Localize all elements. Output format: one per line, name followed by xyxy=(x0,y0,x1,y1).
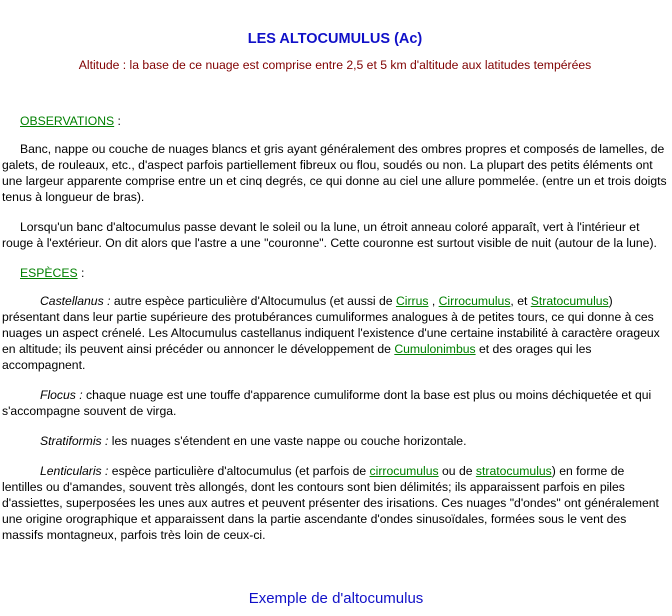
lenticularis-text-2: ) en forme de lentilles ou d'amandes, souvent très allongés, dont les contours sont bien délimités; ils apparaissent parfois en piles d'assiettes, superposées les unes aux autres et peuvent présenter des irisations. Ces nuages "d'ondes" ont généralement une origine orographique et apparaissent dans la partie ascendante d'ondes sinusoïdales, formées sous le vent des massifs montagneux, parfois très loin de ceux-ci. xyxy=(2,464,659,542)
stratiformis-paragraph xyxy=(2,433,668,449)
floccus-term: Flocus : xyxy=(40,388,83,402)
cirrus-link[interactable]: Cirrus xyxy=(395,294,429,308)
lenticularis-sep: ou de xyxy=(438,464,476,478)
observations-paragraph-2: Lorsqu'un banc d'altocumulus passe devant le soleil ou la lune, un étroit anneau coloré apparaît, vert à l'intérieur et rouge à l'extérieur. On dit alors que l'astre a une "couronne". Cette couronne est surtout visible de nuit (autour de la lune). xyxy=(2,220,657,250)
species-heading xyxy=(20,265,668,281)
observations-colon: : xyxy=(114,114,121,128)
stratiformis-text: les nuages s'étendent en une vaste nappe ou couche horizontale. xyxy=(108,434,467,448)
castellanus-text-2: ) présentant dans leur partie supérieure des protubérances cumuliformes analogues à de petites tours, ce qui donne à ces nuages un aspect crénelé. Les Altocumulus castellanus indiquent l'existence d'une certaine instabilité à caractère orageux en altitude; ils peuvent ainsi précéder ou annoncer le développement de xyxy=(2,294,660,356)
species-link[interactable]: ESPÈCES xyxy=(20,266,78,280)
altitude-line: Altitude : la base de ce nuage est comprise entre 2,5 et 5 km d'altitude aux latitudes tempérées xyxy=(78,58,592,72)
stratocumulus-link[interactable]: Stratocumulus xyxy=(530,294,609,308)
castellanus-sep-1: , xyxy=(428,294,439,308)
lenticularis-paragraph xyxy=(2,463,668,543)
observations-heading xyxy=(20,113,668,129)
castellanus-term: Castellanus : xyxy=(40,294,111,308)
stratiformis-term: Stratiformis : xyxy=(40,434,109,448)
page-title: LES ALTOCUMULUS (Ac) xyxy=(247,31,423,47)
castellanus-sep-2: , et xyxy=(510,294,531,308)
castellanus-paragraph xyxy=(2,293,668,373)
species-colon: : xyxy=(77,266,85,280)
lenticularis-term: Lenticularis : xyxy=(40,464,109,478)
observations-paragraph-1: Banc, nappe ou couche de nuages blancs et gris ayant généralement des ombres propres et composés de lamelles, de galets, de rouleaux, etc., d'aspect parfois partiellement fibreux ou flou, soudés ou non. La plupart des petits éléments ont une largeur apparente comprise entre un et cinq degrés, ce qui donne au ciel une allure pommelée. (entre un et trois doigts tenus à longueur de bras). xyxy=(2,142,667,204)
floccus-paragraph xyxy=(2,387,668,419)
cumulonimbus-link[interactable]: Cumulonimbus xyxy=(394,342,476,356)
lenticularis-cirrocumulus-link[interactable]: cirrocumulus xyxy=(369,464,439,478)
floccus-text: chaque nuage est une touffe d'apparence cumuliforme dont la base est plus ou moins déchiquetée et qui s'accompagne souvent de virga. xyxy=(2,388,652,418)
image-caption: Exemple de d'altocumulus xyxy=(248,590,424,607)
castellanus-text-1: autre espèce particulière d'Altocumulus (et aussi de xyxy=(110,294,396,308)
lenticularis-text-1: espèce particulière d'altocumulus (et parfois de xyxy=(108,464,370,478)
observations-link[interactable]: OBSERVATIONS xyxy=(20,114,115,128)
lenticularis-stratocumulus-link[interactable]: stratocumulus xyxy=(475,464,552,478)
castellanus-text-3: et des orages qui les accompagnent. xyxy=(2,342,592,372)
cirrocumulus-link[interactable]: Cirrocumulus xyxy=(438,294,511,308)
